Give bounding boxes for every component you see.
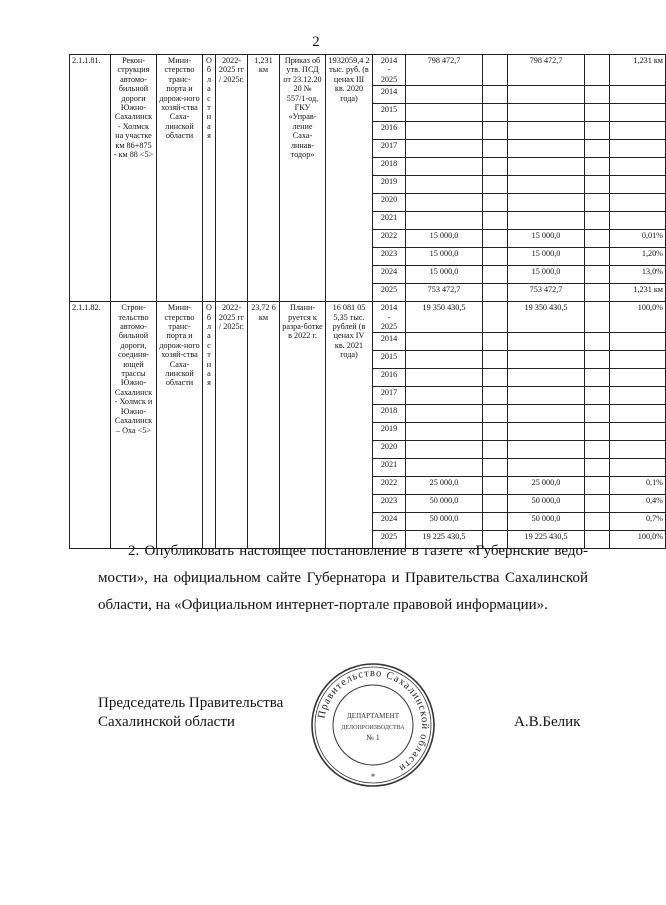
item-length: 23,72 6 км [248, 302, 280, 549]
publication-paragraph [98, 538, 588, 619]
total-cell: 753 472,7 [406, 284, 483, 302]
regional-cell [508, 405, 585, 423]
item-period: 2022-2025 гг / 2025г. [216, 302, 248, 549]
empty-cell [483, 158, 508, 176]
total-cell [406, 351, 483, 369]
page-number: 2 [312, 34, 320, 50]
total-cell [406, 333, 483, 351]
empty-cell [483, 333, 508, 351]
item-number: 2.1.1.81. [70, 55, 111, 302]
year-cell: 2023 [373, 495, 406, 513]
total-cell: 19 350 430,5 [406, 302, 483, 333]
empty-cell [483, 302, 508, 333]
total-cell: 19 225 430,5 [406, 531, 483, 549]
year-cell: 2020 [373, 194, 406, 212]
year-cell: 2021 [373, 212, 406, 230]
year-cell: 2014 [373, 86, 406, 104]
regional-cell [508, 176, 585, 194]
regional-cell [508, 333, 585, 351]
result-cell [610, 405, 666, 423]
total-cell [406, 194, 483, 212]
empty-cell [483, 266, 508, 284]
empty-cell [483, 86, 508, 104]
item-cost: 16 081 05 5,35 тыс. рублей (в ценах IV кв. 2021 года) [326, 302, 373, 549]
table-row [70, 302, 666, 333]
empty-cell [585, 531, 610, 549]
empty-cell [483, 423, 508, 441]
empty-cell [483, 351, 508, 369]
empty-cell [585, 140, 610, 158]
empty-cell [585, 266, 610, 284]
result-cell [610, 333, 666, 351]
total-cell [406, 405, 483, 423]
year-cell: 2019 [373, 176, 406, 194]
empty-cell [483, 140, 508, 158]
item-number: 2.1.1.82. [70, 302, 111, 549]
total-cell [406, 423, 483, 441]
year-cell: 2022 [373, 230, 406, 248]
empty-cell [585, 405, 610, 423]
empty-cell [483, 248, 508, 266]
official-stamp [310, 662, 436, 788]
stamp-line-2: ДЕЛОПРОИЗВОДСТВА [341, 725, 405, 731]
empty-cell [585, 387, 610, 405]
empty-cell [585, 194, 610, 212]
empty-cell [483, 495, 508, 513]
item-cost: 1932059,4 2 тыс. руб. (в ценах III кв. 2020 года) [326, 55, 373, 302]
year-cell: 2024 [373, 513, 406, 531]
program-table [69, 54, 666, 549]
empty-cell [585, 230, 610, 248]
stamp-ring-text: Правительство Сахалинской области [316, 667, 431, 774]
result-cell: 1,231 км [610, 284, 666, 302]
result-cell: 100,0% [610, 531, 666, 549]
regional-cell [508, 369, 585, 387]
item-type: О б л а с т н а я [203, 55, 216, 302]
empty-cell [483, 441, 508, 459]
regional-cell [508, 459, 585, 477]
item-name: Строи-тельство автомо-бильной дороги, соединя-ющей трассы Южно-Сахалинск - Холмск и Южно-Сахалинск – Оха <5> [111, 302, 157, 549]
empty-cell [483, 405, 508, 423]
empty-cell [483, 369, 508, 387]
empty-cell [483, 477, 508, 495]
regional-cell [508, 158, 585, 176]
year-cell: 2014 - 2025 [373, 302, 406, 333]
regional-cell: 798 472,7 [508, 55, 585, 86]
paragraph-line-2: мости», на официальном сайте Губернатора и Правительства Сахалинской [98, 570, 588, 586]
empty-cell [585, 302, 610, 333]
result-cell [610, 104, 666, 122]
result-cell: 0,01% [610, 230, 666, 248]
result-cell [610, 86, 666, 104]
year-cell: 2021 [373, 459, 406, 477]
total-cell [406, 441, 483, 459]
total-cell [406, 212, 483, 230]
empty-cell [585, 495, 610, 513]
result-cell: 1,20% [610, 248, 666, 266]
empty-cell [585, 513, 610, 531]
empty-cell [585, 248, 610, 266]
empty-cell [483, 55, 508, 86]
year-cell: 2022 [373, 477, 406, 495]
empty-cell [585, 333, 610, 351]
regional-cell: 753 472,7 [508, 284, 585, 302]
empty-cell [585, 122, 610, 140]
empty-cell [585, 104, 610, 122]
result-cell: 0,4% [610, 495, 666, 513]
item-length: 1,231 км [248, 55, 280, 302]
empty-cell [585, 158, 610, 176]
signer-position [98, 694, 283, 732]
regional-cell: 25 000,0 [508, 477, 585, 495]
year-cell: 2018 [373, 158, 406, 176]
year-cell: 2016 [373, 369, 406, 387]
regional-cell [508, 86, 585, 104]
year-cell: 2018 [373, 405, 406, 423]
result-cell [610, 122, 666, 140]
year-cell: 2015 [373, 351, 406, 369]
total-cell [406, 158, 483, 176]
stamp-line-1: ДЕПАРТАМЕНТ [347, 712, 399, 720]
item-period: 2022-2025 гг / 2025г. [216, 55, 248, 302]
regional-cell [508, 387, 585, 405]
result-cell: 13,0% [610, 266, 666, 284]
empty-cell [585, 86, 610, 104]
item-type: О б л а с т н а я [203, 302, 216, 549]
regional-cell [508, 351, 585, 369]
paragraph-line-3: области, на «Официальном интернет-портале правовой информации». [98, 597, 548, 613]
result-cell: 1,231 км [610, 55, 666, 86]
total-cell [406, 369, 483, 387]
regional-cell: 15 000,0 [508, 248, 585, 266]
result-cell [610, 158, 666, 176]
year-cell: 2025 [373, 284, 406, 302]
empty-cell [585, 477, 610, 495]
empty-cell [483, 230, 508, 248]
total-cell: 798 472,7 [406, 55, 483, 86]
empty-cell [585, 351, 610, 369]
empty-cell [483, 387, 508, 405]
regional-cell [508, 194, 585, 212]
regional-cell [508, 122, 585, 140]
total-cell [406, 176, 483, 194]
regional-cell [508, 104, 585, 122]
year-cell: 2017 [373, 140, 406, 158]
regional-cell: 50 000,0 [508, 513, 585, 531]
year-cell: 2019 [373, 423, 406, 441]
year-cell: 2024 [373, 266, 406, 284]
total-cell [406, 140, 483, 158]
stamp-star-icon: * [370, 772, 376, 782]
regional-cell [508, 212, 585, 230]
result-cell: 0,1% [610, 477, 666, 495]
result-cell [610, 140, 666, 158]
result-cell [610, 212, 666, 230]
total-cell [406, 459, 483, 477]
empty-cell [483, 176, 508, 194]
empty-cell [585, 284, 610, 302]
total-cell: 15 000,0 [406, 248, 483, 266]
paragraph-line-1: 2. Опубликовать настоящее постановление в газете «Губернские ведо- [128, 543, 588, 559]
total-cell: 15 000,0 [406, 266, 483, 284]
empty-cell [483, 122, 508, 140]
result-cell: 0,7% [610, 513, 666, 531]
signer-position-line-1: Председатель Правительства [98, 695, 284, 711]
total-cell [406, 104, 483, 122]
regional-cell [508, 423, 585, 441]
result-cell [610, 194, 666, 212]
year-cell: 2015 [373, 104, 406, 122]
empty-cell [483, 284, 508, 302]
result-cell [610, 423, 666, 441]
regional-cell: 19 350 430,5 [508, 302, 585, 333]
empty-cell [585, 441, 610, 459]
empty-cell [585, 212, 610, 230]
item-executor: Мини-стерство транс-порта и дорож-ного хозяй-ства Саха-линской области [157, 302, 203, 549]
empty-cell [483, 104, 508, 122]
empty-cell [585, 55, 610, 86]
year-cell: 2025 [373, 531, 406, 549]
year-cell: 2014 [373, 333, 406, 351]
total-cell [406, 122, 483, 140]
result-cell [610, 176, 666, 194]
result-cell [610, 387, 666, 405]
result-cell [610, 459, 666, 477]
regional-cell: 15 000,0 [508, 266, 585, 284]
total-cell: 15 000,0 [406, 230, 483, 248]
item-document: Плани-руется к разра-ботке в 2022 г. [280, 302, 326, 549]
result-cell [610, 369, 666, 387]
regional-cell: 19 225 430,5 [508, 531, 585, 549]
year-cell: 2014 - 2025 [373, 55, 406, 86]
result-cell [610, 351, 666, 369]
year-cell: 2020 [373, 441, 406, 459]
signer-name: А.В.Белик [514, 714, 581, 730]
item-name: Рекон-струкция автомо-бильной дороги Южно-Сахалинск - Холмск на участке км 86+875 - км 88 <5> [111, 55, 157, 302]
empty-cell [483, 212, 508, 230]
empty-cell [585, 369, 610, 387]
empty-cell [585, 423, 610, 441]
empty-cell [483, 459, 508, 477]
regional-cell [508, 140, 585, 158]
item-document: Приказ об утв. ПСД от 23.12.20 20 № 557/1-од, ГКУ «Управ-ление Саха-линав-тодор» [280, 55, 326, 302]
total-cell: 50 000,0 [406, 495, 483, 513]
total-cell [406, 387, 483, 405]
year-cell: 2016 [373, 122, 406, 140]
empty-cell [483, 513, 508, 531]
regional-cell: 15 000,0 [508, 230, 585, 248]
item-executor: Мини-стерство транс-порта и дорож-ного хозяй-ства Саха-линской области [157, 55, 203, 302]
regional-cell: 50 000,0 [508, 495, 585, 513]
stamp-line-3: № 1 [366, 733, 380, 742]
signer-position-line-2: Сахалинской области [98, 714, 235, 730]
empty-cell [585, 176, 610, 194]
empty-cell [585, 459, 610, 477]
total-cell: 50 000,0 [406, 513, 483, 531]
total-cell [406, 86, 483, 104]
year-cell: 2023 [373, 248, 406, 266]
program-table-body [70, 55, 666, 549]
table-row [70, 55, 666, 86]
total-cell: 25 000,0 [406, 477, 483, 495]
regional-cell [508, 441, 585, 459]
empty-cell [483, 194, 508, 212]
result-cell [610, 441, 666, 459]
result-cell: 100,0% [610, 302, 666, 333]
year-cell: 2017 [373, 387, 406, 405]
